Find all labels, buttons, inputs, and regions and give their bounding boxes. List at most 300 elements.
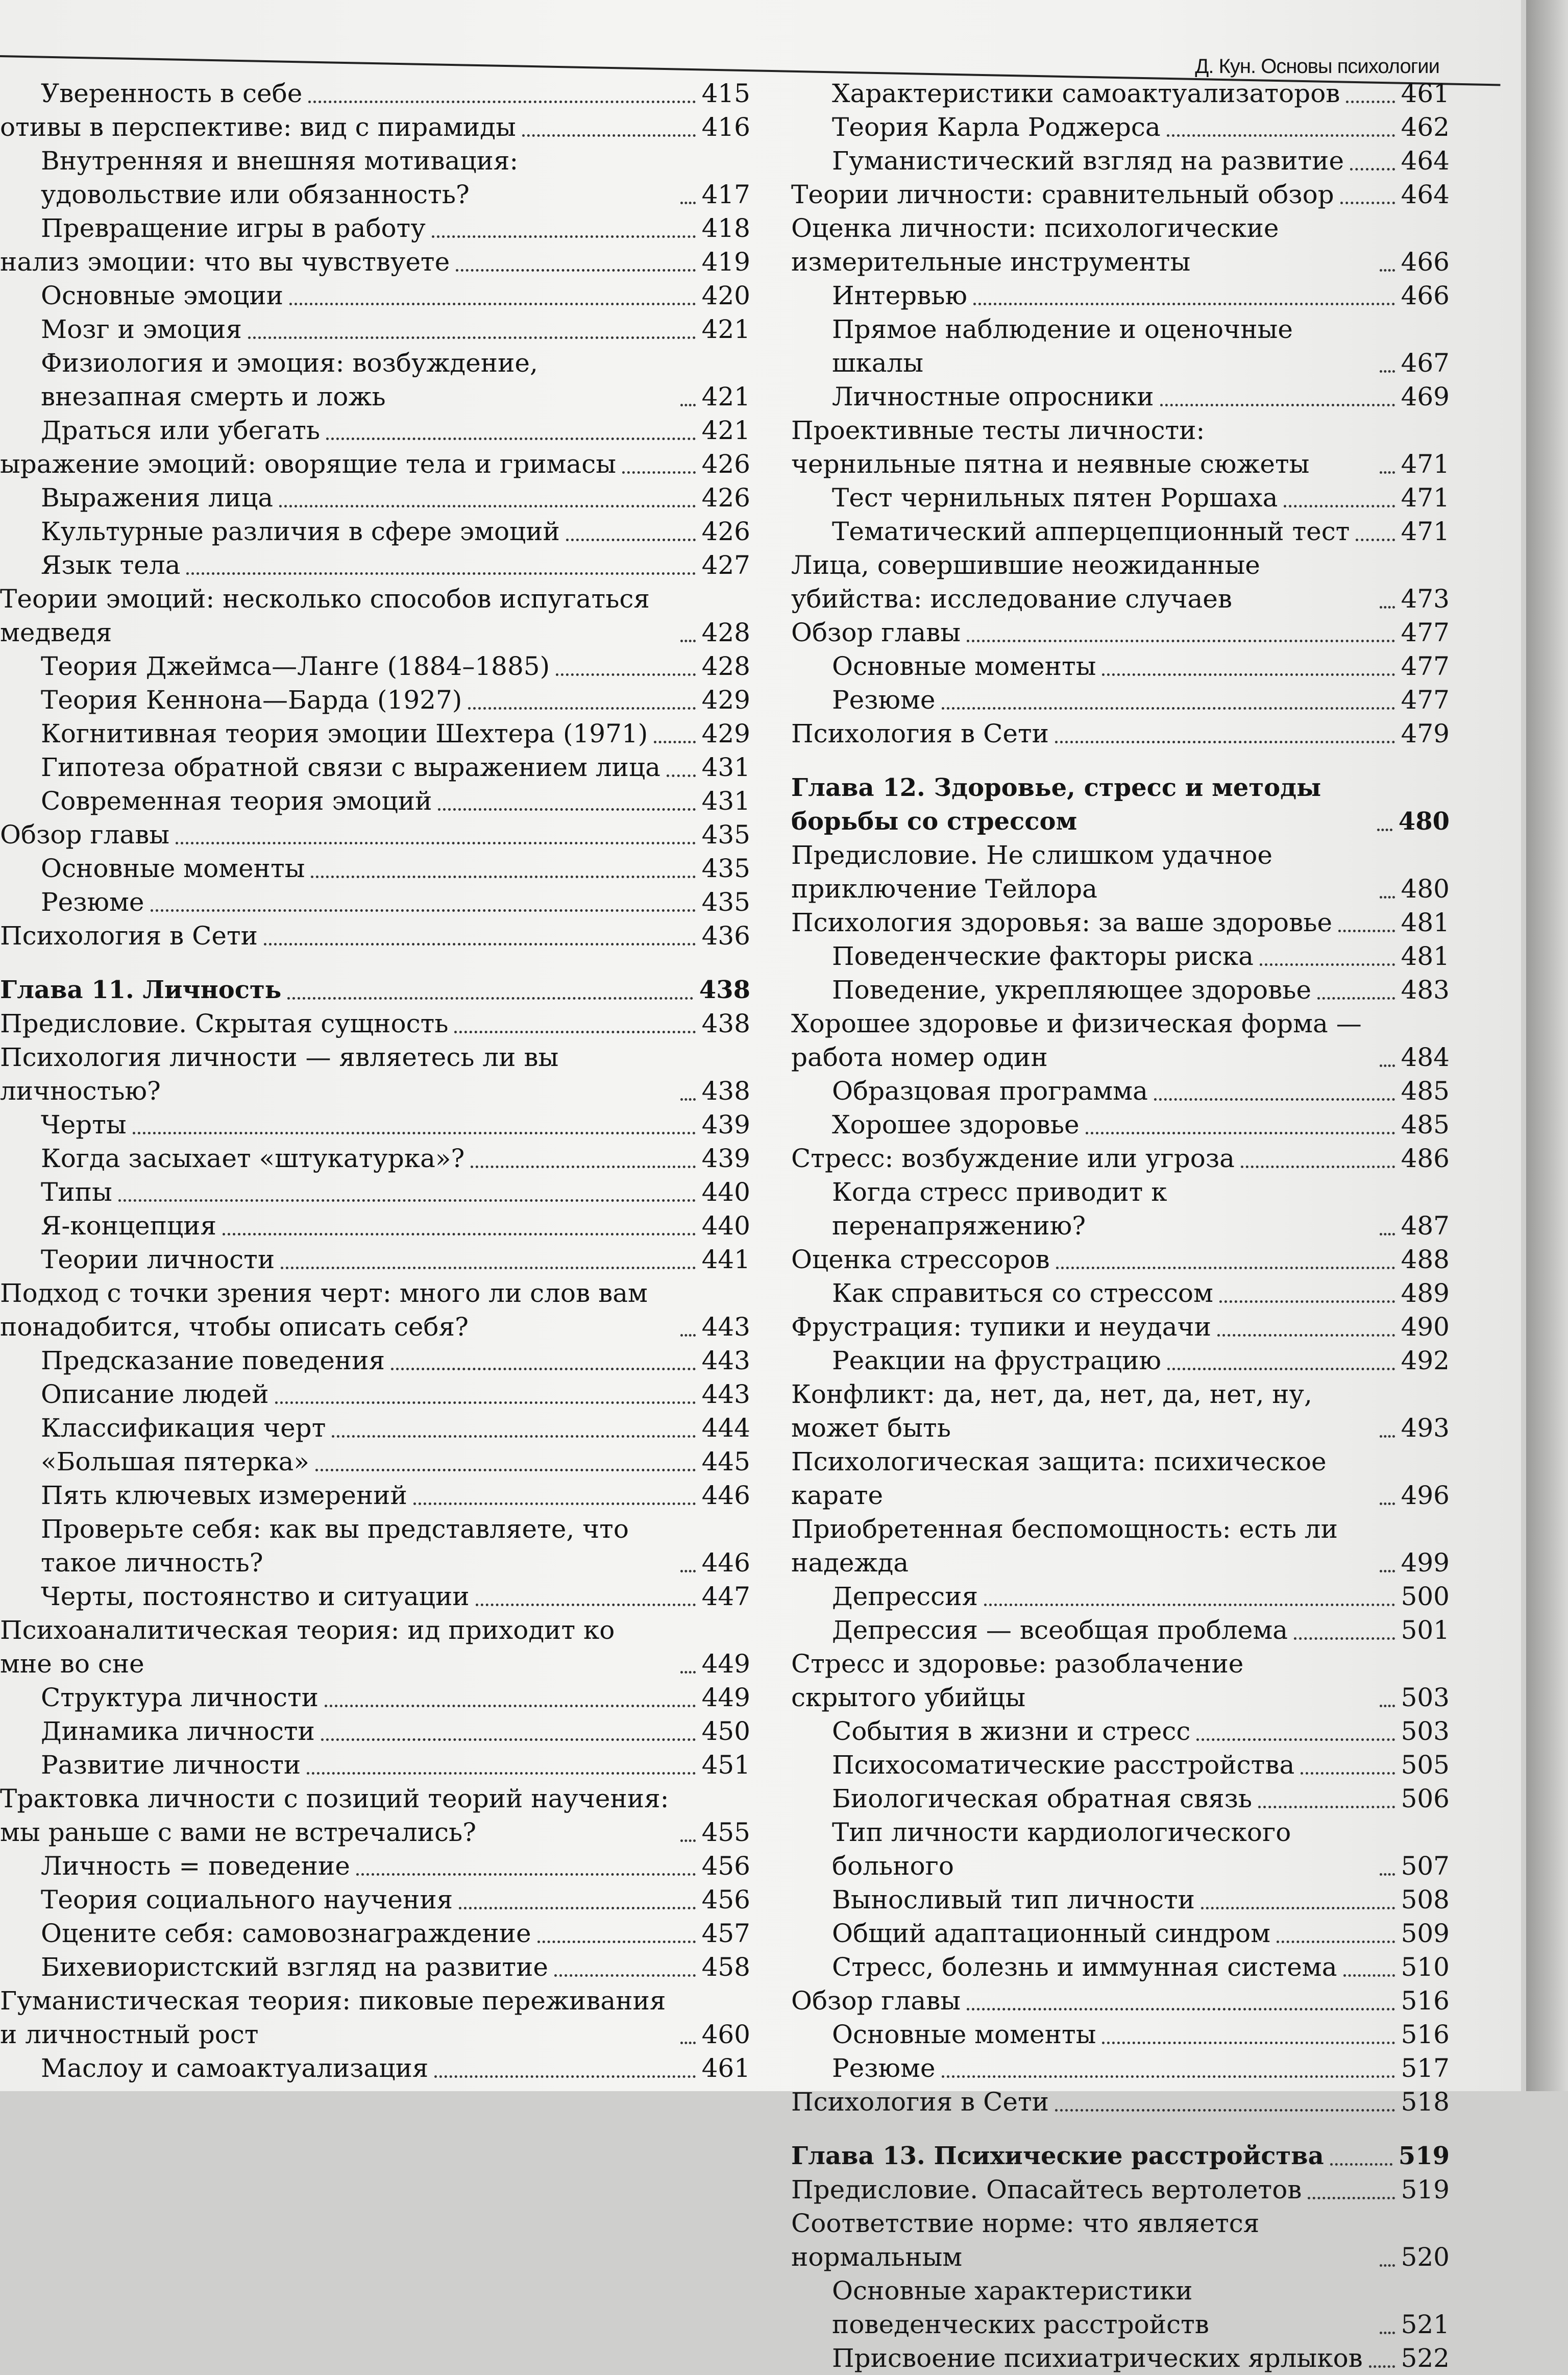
toc-entry bbox=[791, 77, 1450, 110]
toc-entry-title: Основные моменты bbox=[41, 854, 305, 883]
dot-leader bbox=[326, 438, 695, 440]
toc-entry bbox=[791, 1142, 1450, 1175]
toc-entry-title: Уверенность в себе bbox=[41, 79, 303, 108]
toc-entry-title: Гуманистическая теория: пиковые переживания и личностный рост bbox=[0, 1986, 666, 2049]
toc-entry bbox=[0, 852, 750, 885]
toc-entry bbox=[791, 1175, 1450, 1243]
dot-leader bbox=[1196, 1738, 1394, 1741]
toc-entry-page: 485 bbox=[1401, 1076, 1450, 1106]
toc-entry-title: ыражение эмоций: оворящие тела и гримасы bbox=[0, 449, 617, 479]
toc-entry-page: 440 bbox=[701, 1177, 750, 1207]
dot-leader bbox=[973, 303, 1394, 305]
toc-entry-title: Обзор главы bbox=[0, 820, 170, 850]
toc-entry-title: Теория Джеймса—Ланге (1884–1885) bbox=[41, 651, 550, 681]
toc-entry bbox=[0, 447, 750, 481]
toc-entry bbox=[791, 279, 1450, 312]
toc-entry-title: Резюме bbox=[41, 887, 144, 917]
toc-entry bbox=[0, 1479, 750, 1512]
dot-leader bbox=[942, 2075, 1395, 2078]
toc-entry-title: Соответствие норме: что является нормальным bbox=[791, 2209, 1260, 2272]
toc-entry-title: Теория Кеннона—Барда (1927) bbox=[41, 685, 462, 715]
toc-entry-page: 428 bbox=[701, 651, 750, 681]
dot-leader bbox=[1346, 101, 1394, 103]
dot-leader bbox=[522, 134, 696, 137]
toc-entry-title: Психология в Сети bbox=[0, 921, 258, 951]
toc-entry-page: 462 bbox=[1401, 112, 1450, 142]
toc-entry-page: 516 bbox=[1401, 1986, 1450, 2016]
toc-entry bbox=[791, 1613, 1450, 1647]
toc-entry-title: Гуманистический взгляд на развитие bbox=[832, 146, 1344, 176]
toc-entry bbox=[791, 110, 1450, 144]
toc-entry-page: 455 bbox=[701, 1817, 750, 1847]
toc-entry bbox=[0, 1984, 750, 2051]
dot-leader bbox=[1160, 404, 1395, 406]
toc-entry-title: Физиология и эмоция: возбуждение, внезапная смерть и ложь bbox=[41, 348, 538, 411]
toc-entry-title: Предисловие. Опасайтесь вертолетов bbox=[791, 2175, 1302, 2204]
toc-entry-title: Обзор главы bbox=[791, 1986, 961, 2016]
toc-entry-page: 443 bbox=[701, 1312, 750, 1342]
dot-leader bbox=[967, 640, 1394, 642]
dot-leader bbox=[1308, 2197, 1394, 2199]
toc-entry bbox=[791, 1748, 1450, 1782]
toc-entry-title: Тематический апперцепционный тест bbox=[832, 517, 1350, 546]
toc-entry-title: Тест чернильных пятен Роршаха bbox=[832, 483, 1278, 513]
toc-entry bbox=[791, 717, 1450, 750]
toc-entry-page: 450 bbox=[701, 1716, 750, 1746]
toc-entry-page: 481 bbox=[1401, 908, 1450, 937]
toc-entry-title: Развитие личности bbox=[41, 1750, 301, 1780]
dot-leader bbox=[413, 1502, 696, 1505]
toc-entry bbox=[791, 2341, 1450, 2375]
dot-leader bbox=[680, 1671, 696, 1674]
toc-entry-page: 503 bbox=[1401, 1716, 1450, 1746]
toc-entry-title: Классификация черт bbox=[41, 1413, 326, 1443]
toc-entry-page: 485 bbox=[1401, 1110, 1450, 1140]
toc-entry-page: 429 bbox=[701, 719, 750, 748]
dot-leader bbox=[468, 707, 695, 710]
toc-entry bbox=[791, 2051, 1450, 2085]
toc-entry-title: «Большая пятерка» bbox=[41, 1447, 309, 1476]
dot-leader bbox=[133, 1132, 696, 1134]
toc-entry-title: Поведение, укрепляющее здоровье bbox=[832, 975, 1312, 1005]
toc-entry-title: Динамика личности bbox=[41, 1716, 315, 1746]
toc-entry-title: Стресс: возбуждение или угроза bbox=[791, 1144, 1235, 1173]
toc-entry-title: Образцовая программа bbox=[832, 1076, 1148, 1106]
dot-leader bbox=[223, 1233, 696, 1235]
chapter-gap bbox=[791, 750, 1450, 771]
toc-entry-title: Подход с точки зрения черт: много ли слов вам понадобится, чтобы описать себя? bbox=[0, 1278, 648, 1342]
toc-entry-title: Приобретенная беспомощность: есть ли надежда bbox=[791, 1514, 1338, 1578]
toc-entry bbox=[0, 548, 750, 582]
toc-entry bbox=[0, 1613, 750, 1681]
toc-entry-page: 438 bbox=[701, 1076, 750, 1106]
toc-entry bbox=[0, 1714, 750, 1748]
toc-entry bbox=[0, 279, 750, 312]
toc-entry-page: 435 bbox=[701, 887, 750, 917]
toc-entry-title: Основные эмоции bbox=[41, 281, 283, 310]
toc-entry bbox=[0, 2051, 750, 2085]
toc-entry-title: Основные моменты bbox=[832, 2020, 1096, 2049]
toc-entry-title: Структура личности bbox=[41, 1683, 318, 1712]
dot-leader bbox=[308, 101, 695, 103]
dot-leader bbox=[537, 1941, 696, 1943]
toc-entry-page: 521 bbox=[1401, 2310, 1450, 2339]
toc-left-column bbox=[0, 77, 750, 2085]
toc-entry-title: Конфликт: да, нет, да, нет, да, нет, ну, может быть bbox=[791, 1379, 1312, 1443]
toc-entry bbox=[0, 110, 750, 144]
toc-entry bbox=[0, 1108, 750, 1142]
toc-entry-page: 466 bbox=[1401, 281, 1450, 310]
toc-entry bbox=[0, 515, 750, 548]
toc-entry-title: Фрустрация: тупики и неудачи bbox=[791, 1312, 1211, 1342]
toc-entry bbox=[0, 1445, 750, 1479]
toc-entry-title: Глава 13. Психические расстройства bbox=[791, 2142, 1324, 2170]
toc-entry-page: 431 bbox=[701, 786, 750, 816]
toc-entry-page: 446 bbox=[701, 1548, 750, 1578]
toc-entry-page: 489 bbox=[1401, 1278, 1450, 1308]
toc-entry bbox=[0, 1883, 750, 1917]
dot-leader bbox=[1277, 1941, 1395, 1943]
toc-entry-page: 522 bbox=[1401, 2343, 1450, 2373]
dot-leader bbox=[1102, 673, 1394, 676]
toc-entry bbox=[0, 211, 750, 245]
dot-leader bbox=[325, 1705, 696, 1707]
toc-entry bbox=[791, 1714, 1450, 1748]
toc-entry bbox=[0, 582, 750, 649]
toc-entry-page: 493 bbox=[1401, 1413, 1450, 1443]
toc-entry bbox=[0, 77, 750, 110]
toc-entry-page: 520 bbox=[1401, 2242, 1450, 2272]
toc-entry bbox=[0, 414, 750, 447]
toc-entry-page: 486 bbox=[1401, 1144, 1450, 1173]
toc-entry bbox=[0, 1512, 750, 1580]
toc-entry-title: Лица, совершившие неожиданные убийства: исследование случаев bbox=[791, 550, 1260, 614]
dot-leader bbox=[1350, 168, 1394, 171]
toc-entry-page: 517 bbox=[1401, 2053, 1450, 2083]
toc-entry-title: Психология в Сети bbox=[791, 2087, 1049, 2117]
toc-entry bbox=[791, 380, 1450, 414]
dot-leader bbox=[1380, 1435, 1395, 1438]
toc-entry-page: 421 bbox=[701, 382, 750, 411]
toc-entry-title: Хорошее здоровье bbox=[832, 1110, 1080, 1140]
toc-entry bbox=[791, 838, 1450, 906]
toc-entry-page: 488 bbox=[1401, 1245, 1450, 1274]
toc-entry-title: Черты, постоянство и ситуации bbox=[41, 1582, 470, 1611]
toc-entry-page: 426 bbox=[701, 483, 750, 513]
toc-entry bbox=[791, 1310, 1450, 1344]
toc-entry bbox=[791, 1950, 1450, 1984]
dot-leader bbox=[1201, 1907, 1395, 1909]
dot-leader bbox=[1380, 896, 1395, 899]
toc-entry bbox=[791, 2085, 1450, 2119]
toc-entry bbox=[791, 1883, 1450, 1917]
dot-leader bbox=[667, 774, 696, 777]
toc-entry bbox=[791, 2018, 1450, 2051]
dot-leader bbox=[1380, 1705, 1395, 1707]
toc-entry-title: Резюме bbox=[832, 685, 936, 715]
toc-entry bbox=[791, 1580, 1450, 1613]
toc-entry-title: Предисловие. Скрытая сущность bbox=[0, 1009, 449, 1038]
toc-entry bbox=[0, 144, 750, 211]
toc-entry-title: Пять ключевых измерений bbox=[41, 1481, 407, 1510]
dot-leader bbox=[176, 842, 695, 844]
toc-entry-page: 477 bbox=[1401, 618, 1450, 647]
toc-entry bbox=[791, 1512, 1450, 1580]
toc-entry-page: 456 bbox=[701, 1851, 750, 1881]
toc-entry-page: 487 bbox=[1401, 1211, 1450, 1241]
toc-entry-page: 429 bbox=[701, 685, 750, 715]
toc-entry-title: Теории эмоций: несколько способов испугаться медведя bbox=[0, 584, 650, 647]
toc-entry-page: 519 bbox=[1398, 2142, 1450, 2170]
toc-entry-title: Внутренняя и внешняя мотивация: удовольствие или обязанность? bbox=[41, 146, 519, 209]
toc-entry-title: Личность = поведение bbox=[41, 1851, 350, 1881]
toc-entry-page: 436 bbox=[701, 921, 750, 951]
dot-leader bbox=[279, 505, 695, 507]
toc-entry-page: 503 bbox=[1401, 1683, 1450, 1712]
toc-entry-title: Стресс и здоровье: разоблачение скрытого убийцы bbox=[791, 1649, 1244, 1712]
toc-entry-page: 480 bbox=[1398, 807, 1450, 836]
toc-entry-title: Выражения лица bbox=[41, 483, 274, 513]
toc-entry-title: Выносливый тип личности bbox=[832, 1885, 1195, 1914]
dot-leader bbox=[680, 1839, 696, 1842]
toc-entry-title: Маслоу и самоактуализация bbox=[41, 2053, 429, 2083]
dot-leader bbox=[1380, 2332, 1395, 2334]
dot-leader bbox=[275, 1401, 696, 1404]
dot-leader bbox=[1380, 1873, 1395, 1876]
toc-entry-page: 471 bbox=[1401, 483, 1450, 513]
dot-leader bbox=[680, 2042, 696, 2044]
dot-leader bbox=[1377, 829, 1392, 831]
toc-entry bbox=[791, 973, 1450, 1007]
toc-entry-page: 484 bbox=[1401, 1043, 1450, 1072]
toc-entry bbox=[791, 1276, 1450, 1310]
toc-entry-title: Присвоение психиатрических ярлыков bbox=[832, 2343, 1363, 2373]
toc-entry bbox=[0, 1681, 750, 1714]
dot-leader bbox=[1258, 1806, 1394, 1808]
running-header: Д. Кун. Основы психологии bbox=[1195, 55, 1439, 78]
toc-entry-page: 439 bbox=[701, 1144, 750, 1173]
toc-entry bbox=[0, 1344, 750, 1377]
toc-entry-title: Проективные тесты личности: чернильные пятна и неявные сюжеты bbox=[791, 416, 1310, 479]
toc-entry bbox=[0, 1782, 750, 1849]
dot-leader bbox=[1380, 1233, 1395, 1235]
toc-entry bbox=[791, 1815, 1450, 1883]
chapter-gap bbox=[791, 2119, 1450, 2139]
toc-entry-page: 446 bbox=[701, 1481, 750, 1510]
toc-entry-title: Стресс, болезнь и иммунная система bbox=[832, 1952, 1337, 1982]
toc-entry-page: 506 bbox=[1401, 1784, 1450, 1813]
toc-entry-title: Основные характеристики поведенческих расстройств bbox=[832, 2276, 1209, 2339]
dot-leader bbox=[118, 1199, 696, 1202]
toc-entry-title: Язык тела bbox=[41, 550, 181, 580]
toc-entry bbox=[0, 1849, 750, 1883]
next-page-edge bbox=[1526, 0, 1568, 2091]
dot-leader bbox=[1167, 1368, 1394, 1370]
toc-entry-title: Типы bbox=[41, 1177, 112, 1207]
toc-entry-title: Гипотеза обратной связи с выражением лица bbox=[41, 753, 660, 782]
toc-entry bbox=[791, 1782, 1450, 1815]
dot-leader bbox=[680, 1334, 696, 1337]
toc-entry bbox=[0, 1040, 750, 1108]
dot-leader bbox=[1356, 539, 1394, 541]
toc-entry-page: 435 bbox=[701, 854, 750, 883]
toc-entry-page: 471 bbox=[1401, 517, 1450, 546]
toc-entry-page: 518 bbox=[1401, 2087, 1450, 2117]
dot-leader bbox=[1380, 1502, 1395, 1505]
toc-entry bbox=[791, 1074, 1450, 1108]
toc-entry-title: Психосоматические расстройства bbox=[832, 1750, 1295, 1780]
toc-entry bbox=[791, 515, 1450, 548]
dot-leader bbox=[1343, 1974, 1395, 1977]
toc-entry-page: 467 bbox=[1401, 348, 1450, 378]
dot-leader bbox=[967, 2008, 1394, 2010]
toc-entry-title: Когда стресс приводит к перенапряжению? bbox=[832, 1177, 1167, 1241]
dot-leader bbox=[287, 997, 693, 1000]
dot-leader bbox=[432, 235, 696, 238]
dot-leader bbox=[1056, 1267, 1395, 1269]
toc-entry-title: Личностные опросники bbox=[832, 382, 1154, 411]
toc-entry-page: 490 bbox=[1401, 1312, 1450, 1342]
dot-leader bbox=[680, 640, 696, 642]
toc-entry-page: 441 bbox=[701, 1245, 750, 1274]
toc-entry-page: 477 bbox=[1401, 685, 1450, 715]
dot-leader bbox=[1260, 963, 1395, 966]
toc-entry-page: 426 bbox=[701, 449, 750, 479]
dot-leader bbox=[1102, 2042, 1394, 2044]
toc-entry-page: 440 bbox=[701, 1211, 750, 1241]
toc-entry bbox=[791, 649, 1450, 683]
toc-entry bbox=[0, 919, 750, 953]
toc-entry-page: 427 bbox=[701, 550, 750, 580]
toc-entry bbox=[0, 784, 750, 818]
dot-leader bbox=[471, 1166, 695, 1168]
dot-leader bbox=[680, 404, 696, 406]
toc-entry bbox=[0, 1175, 750, 1209]
dot-leader bbox=[281, 1267, 695, 1269]
dot-leader bbox=[1369, 2365, 1395, 2368]
toc-entry-page: 443 bbox=[701, 1346, 750, 1375]
dot-leader bbox=[1380, 1570, 1395, 1572]
dot-leader bbox=[1167, 134, 1395, 137]
dot-leader bbox=[1284, 505, 1394, 507]
toc-entry bbox=[791, 1344, 1450, 1377]
toc-entry-page: 449 bbox=[701, 1649, 750, 1679]
toc-entry-title: Прямое наблюдение и оценочные шкалы bbox=[832, 314, 1293, 378]
toc-entry-title: Оценка личности: психологические измерительные инструменты bbox=[791, 213, 1279, 277]
toc-entry bbox=[791, 1108, 1450, 1142]
toc-entry-page: 499 bbox=[1401, 1548, 1450, 1578]
toc-entry bbox=[0, 1748, 750, 1782]
toc-entry bbox=[791, 2274, 1450, 2341]
toc-entry bbox=[791, 2173, 1450, 2207]
toc-entry-page: 431 bbox=[701, 753, 750, 782]
toc-entry bbox=[0, 717, 750, 750]
toc-entry-title: Поведенческие факторы риска bbox=[832, 941, 1254, 971]
toc-entry bbox=[0, 649, 750, 683]
toc-entry-title: Депрессия — всеобщая проблема bbox=[832, 1615, 1288, 1645]
dot-leader bbox=[622, 471, 696, 474]
toc-entry-title: Глава 11. Личность bbox=[0, 976, 282, 1004]
toc-entry-page: 501 bbox=[1401, 1615, 1450, 1645]
dot-leader bbox=[315, 1469, 696, 1471]
toc-entry-title: Обзор главы bbox=[791, 618, 961, 647]
dot-leader bbox=[942, 707, 1395, 710]
dot-leader bbox=[454, 1031, 695, 1033]
toc-entry-page: 439 bbox=[701, 1110, 750, 1140]
dot-leader bbox=[566, 539, 696, 541]
toc-entry-page: 421 bbox=[701, 314, 750, 344]
toc-entry-page: 471 bbox=[1401, 449, 1450, 479]
toc-entry-page: 469 bbox=[1401, 382, 1450, 411]
toc-entry-page: 480 bbox=[1401, 874, 1450, 904]
dot-leader bbox=[556, 673, 695, 676]
toc-entry bbox=[0, 1243, 750, 1276]
toc-entry-title: Проверьте себя: как вы представляете, что такое личность? bbox=[41, 1514, 629, 1578]
toc-entry-title: Превращение игры в работу bbox=[41, 213, 426, 243]
dot-leader bbox=[1294, 1637, 1394, 1640]
toc-entry bbox=[791, 548, 1450, 616]
toc-right-column bbox=[791, 77, 1450, 2375]
toc-entry bbox=[791, 1445, 1450, 1512]
toc-entry bbox=[0, 1377, 750, 1411]
toc-entry bbox=[791, 939, 1450, 973]
dot-leader bbox=[654, 741, 695, 743]
toc-entry-title: Депрессия bbox=[832, 1582, 978, 1611]
dot-leader bbox=[1086, 1132, 1395, 1134]
toc-entry-page: 460 bbox=[701, 2020, 750, 2049]
toc-entry-page: 457 bbox=[701, 1919, 750, 1948]
toc-entry bbox=[0, 1007, 750, 1040]
toc-entry bbox=[791, 1984, 1450, 2018]
toc-entry-page: 417 bbox=[701, 180, 750, 209]
dot-leader bbox=[984, 1604, 1395, 1606]
toc-entry bbox=[0, 1950, 750, 1984]
toc-entry bbox=[791, 683, 1450, 717]
dot-leader bbox=[186, 572, 695, 575]
toc-entry bbox=[0, 312, 750, 346]
chapter-gap bbox=[0, 953, 750, 973]
toc-entry-page: 479 bbox=[1401, 719, 1450, 748]
toc-entry bbox=[0, 346, 750, 414]
dot-leader bbox=[456, 269, 695, 272]
toc-entry-page: 519 bbox=[1401, 2175, 1450, 2204]
toc-entry-page: 416 bbox=[701, 112, 750, 142]
toc-entry-title: отивы в перспективе: вид с пирамиды bbox=[0, 112, 516, 142]
toc-entry-title: События в жизни и стресс bbox=[832, 1716, 1191, 1746]
toc-entry-title: Реакции на фрустрацию bbox=[832, 1346, 1162, 1375]
toc-entry-page: 483 bbox=[1401, 975, 1450, 1005]
toc-entry-title: Когнитивная теория эмоции Шехтера (1971) bbox=[41, 719, 648, 748]
toc-entry bbox=[0, 818, 750, 852]
dot-leader bbox=[1154, 1098, 1395, 1101]
dot-leader bbox=[1219, 1300, 1395, 1303]
toc-entry bbox=[791, 906, 1450, 939]
dot-leader bbox=[438, 808, 695, 811]
toc-entry-title: Бихевиористский взгляд на развитие bbox=[41, 1952, 548, 1982]
toc-entry-page: 418 bbox=[701, 213, 750, 243]
toc-entry-page: 461 bbox=[1401, 79, 1450, 108]
dot-leader bbox=[1380, 471, 1395, 474]
toc-entry-title: нализ эмоции: что вы чувствуете bbox=[0, 247, 450, 277]
toc-entry-page: 421 bbox=[701, 416, 750, 445]
dot-leader bbox=[459, 1907, 695, 1909]
toc-entry-page: 516 bbox=[1401, 2020, 1450, 2049]
dot-leader bbox=[680, 202, 696, 204]
toc-entry bbox=[0, 683, 750, 717]
toc-entry bbox=[791, 312, 1450, 380]
toc-entry-title: Оценка стрессоров bbox=[791, 1245, 1050, 1274]
toc-entry-page: 458 bbox=[701, 1952, 750, 1982]
